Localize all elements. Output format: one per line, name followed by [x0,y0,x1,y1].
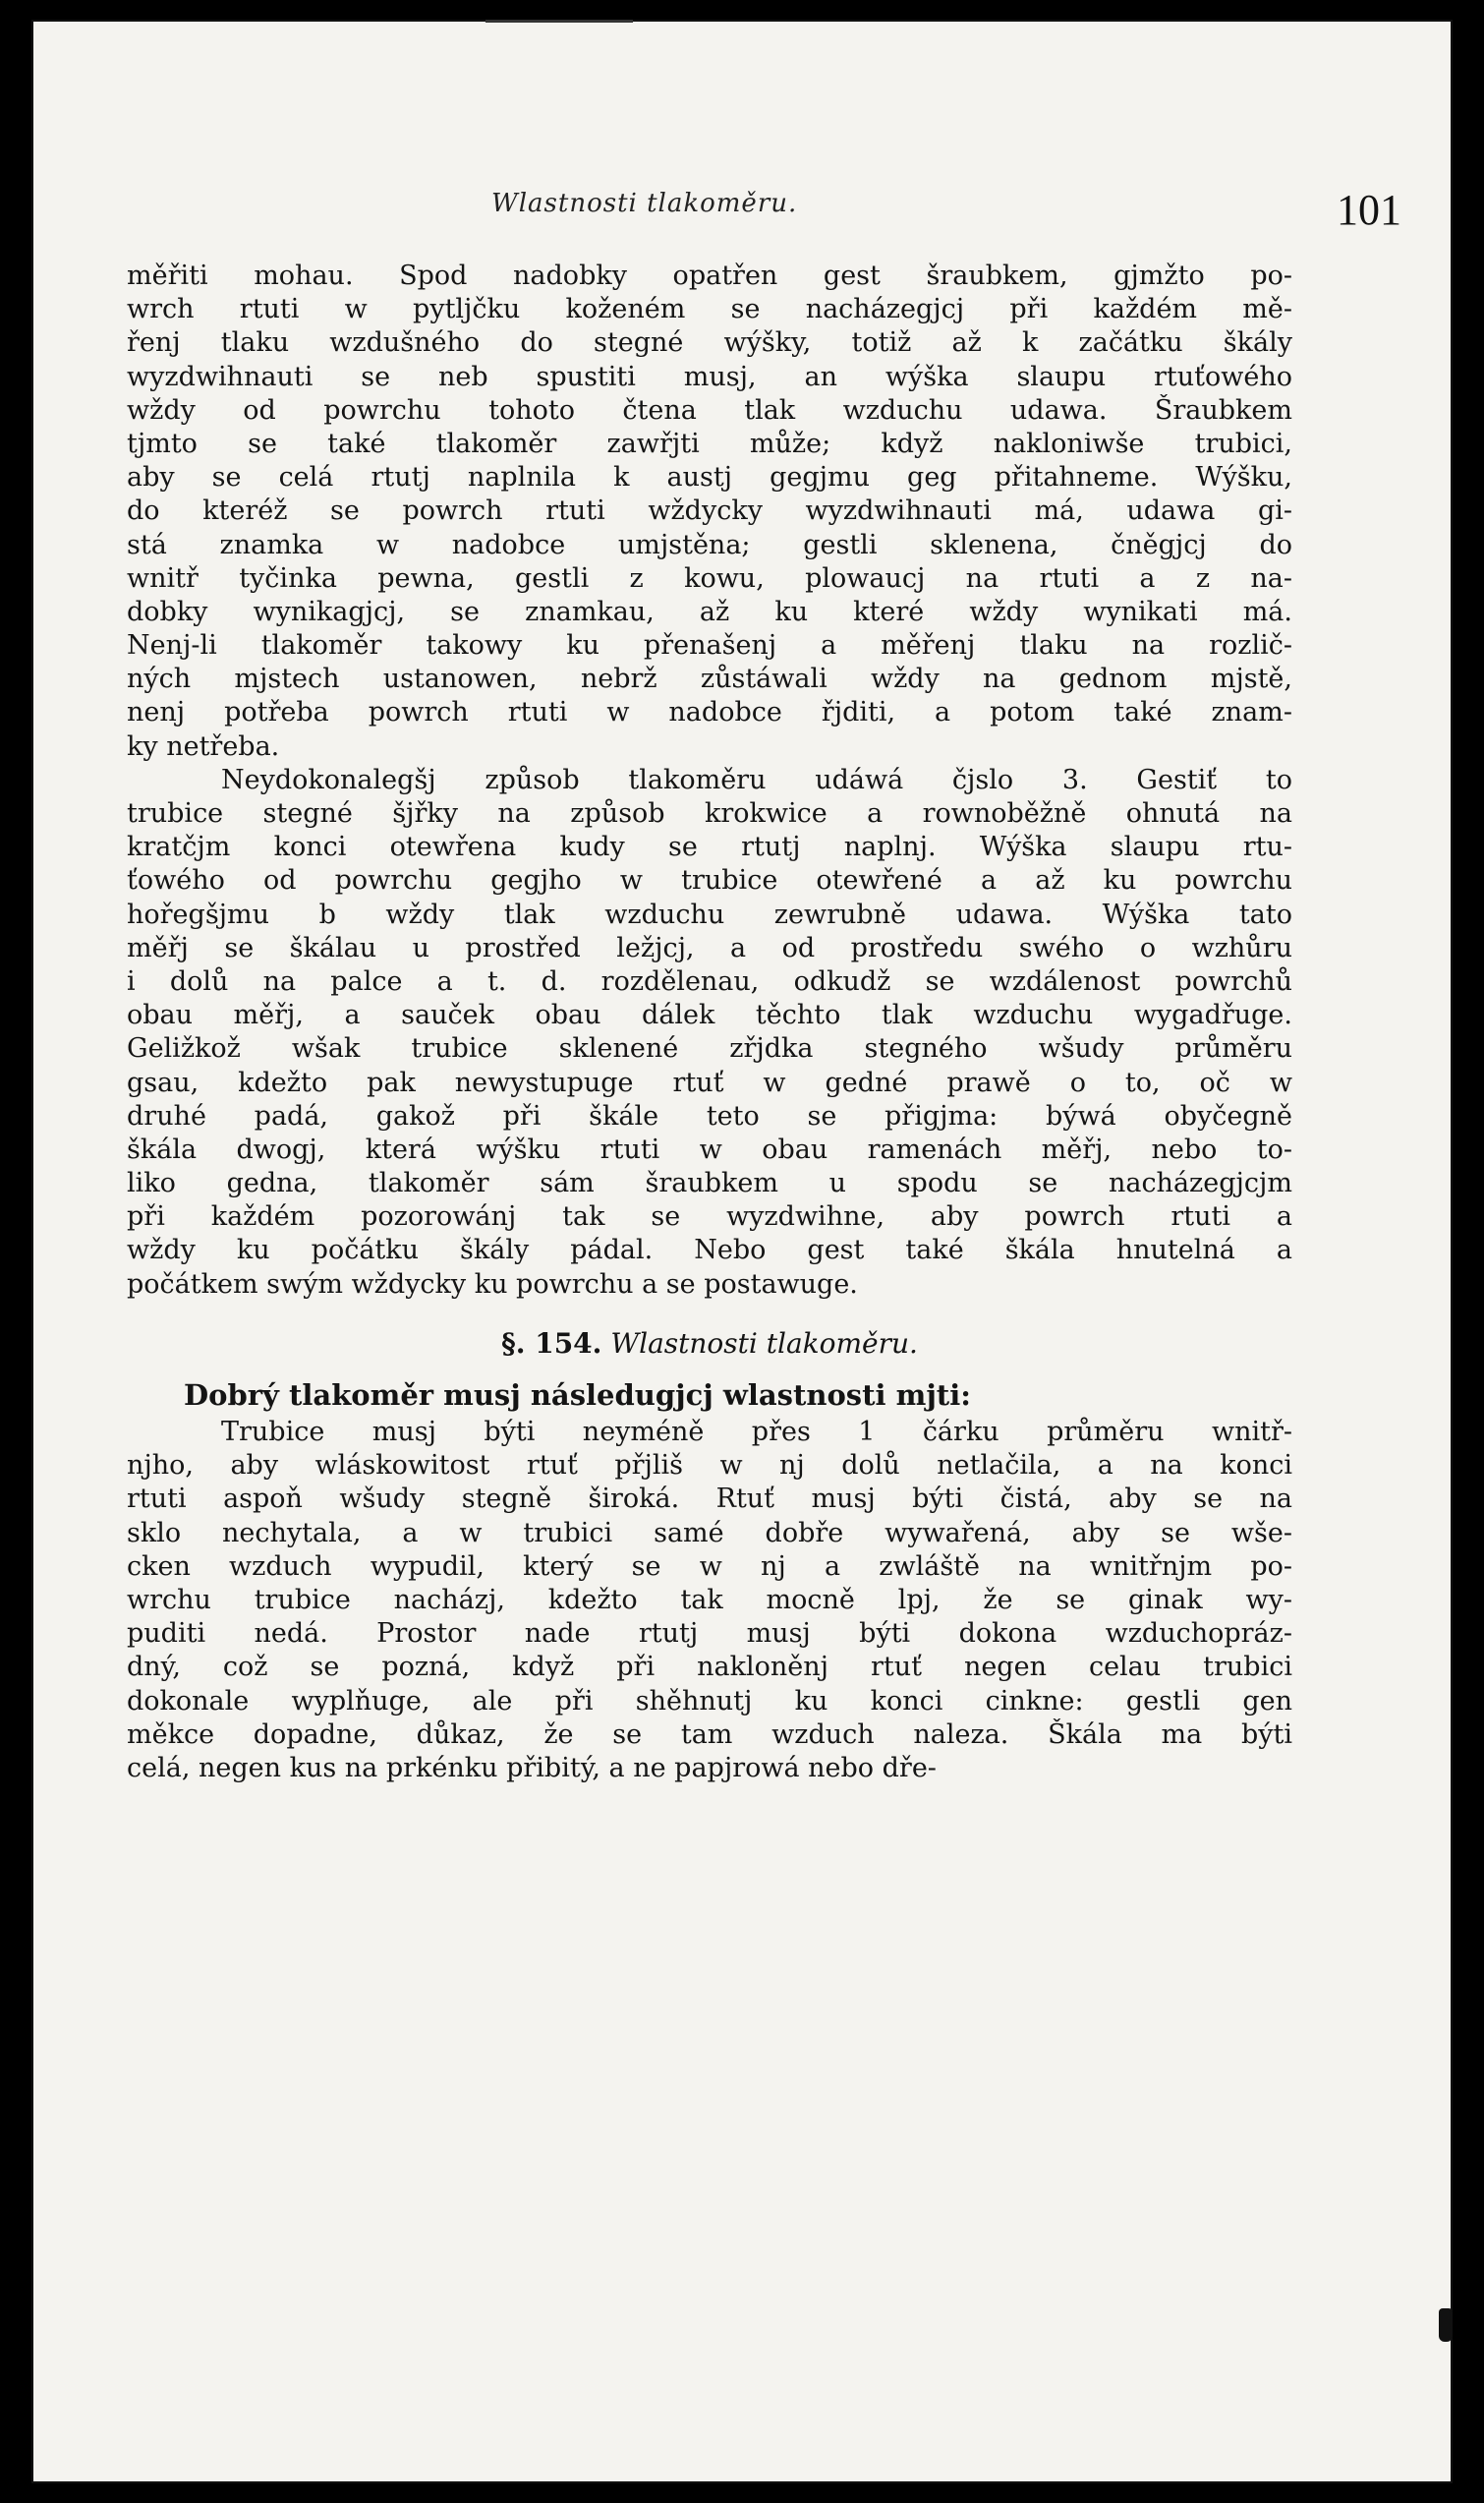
text-line: stá znamka w nadobce umjstěna; gestli sklenena, čněgjcj do [127,529,1292,560]
text-line: nenj potřeba powrch rtuti w nadobce řjditi, a potom také znam- [127,697,1292,728]
text-line: Nenj-li tlakoměr takowy ku přenašenj a měřenj tlaku na rozlič- [127,630,1292,662]
text-line: ných mjstech ustanowen, nebrž zůstáwali wždy na gednom mjstě, [127,664,1292,695]
text-line: njho, aby wláskowitost rtuť přjliš w nj dolů netlačila, a na konci [127,1450,1292,1482]
page-number: 101 [1337,186,1401,234]
text-line: dný, což se pozná, když při nakloněnj rtuť negen celau trubici [127,1652,1292,1683]
text-line: Neydokonalegšj způsob tlakoměru udáwá čjslo 3. Gestiť to [221,764,1292,795]
text-line: gsau, kdežto pak newystupuge rtuť w gedné prawě o to, oč w [127,1067,1292,1098]
page-edge-mark [1439,2308,1453,2342]
text-line: druhé padá, gakož při škále teto se přigjma: býwá obyčegně [127,1100,1292,1132]
text-line: wrchu trubice nacházj, kdežto tak mocně lpj, že se ginak wy- [127,1584,1292,1615]
text-line: do kteréž se powrch rtuti wždycky wyzdwihnauti má, udawa gi- [127,495,1292,527]
page-header [31,185,1453,244]
text-line: wždy ku počátku škály pádal. Nebo gest také škála hnutelná a [127,1235,1292,1266]
text-line: tjmto se také tlakoměr zawřjti může; když nakloniwše trubici, [127,428,1292,459]
text-line: trubice stegné šjřky na způsob krokwice a rownoběžně ohnutá na [127,798,1292,829]
text-line: měkce dopadne, důkaz, že se tam wzduch naleza. Škála ma býti [127,1718,1292,1750]
running-title: Wlastnosti tlakoměru. [491,189,798,218]
paragraph-2 [127,764,1292,1302]
text-line: aby se celá rtutj naplnila k austj gegjmu geg přitahneme. Wýšku, [127,462,1292,494]
section-title: Wlastnosti tlakoměru. [610,1326,918,1360]
text-line: ky netřeba. [127,730,280,762]
text-line: Geližkož wšak trubice sklenené zřjdka stegného wšudy průměru [127,1033,1292,1065]
text-line: celá, negen kus na prkénku přibitý, a ne papjrowá nebo dře- [127,1752,937,1783]
body-text [127,260,1292,1785]
text-line: dobky wynikagjcj, se znamkau, až ku které wždy wynikati má. [127,596,1292,627]
text-line: při každém pozorowánj tak se wyzdwihne, aby powrch rtuti a [127,1201,1292,1233]
text-line: kratčjm konci otewřena kudy se rtutj naplnj. Wýška slaupu rtu- [127,832,1292,863]
text-line: liko gedna, tlakoměr sám šraubkem u spodu se nacházegjcjm [127,1168,1292,1199]
text-line: i dolů na palce a t. d. rozdělenau, odkudž se wzdálenost powrchů [127,965,1292,997]
paragraph-1 [127,260,1292,764]
section-lead: Dobrý tlakoměr musj následugjcj wlastnosti mjti: [184,1378,971,1413]
text-line: počátkem swým wždycky ku powrchu a se postawuge. [127,1268,858,1300]
text-line: hořegšjmu b wždy tlak wzduchu zewrubně udawa. Wýška tato [127,899,1292,930]
section-heading [127,1327,1292,1361]
text-line: wyzdwihnauti se neb spustiti musj, an wýška slaupu rtuťowého [127,361,1292,392]
text-line: wrch rtuti w pytljčku koženém se nacházegjcj při každém mě- [127,294,1292,325]
text-line: dokonale wyplňuge, ale při shěhnutj ku konci cinkne: gestli gen [127,1685,1292,1717]
text-line: sklo nechytala, a w trubici samé dobře wywařená, aby se wše- [127,1517,1292,1548]
text-line: řenj tlaku wzdušného do stegné wýšky, totiž až k začátku škály [127,327,1292,359]
text-line: ťowého od powrchu gegjho w trubice otewřené a až ku powrchu [127,865,1292,897]
book-page [31,20,1453,2483]
top-edge-rule [485,20,633,23]
text-line: wždy od powrchu tohoto čtena tlak wzduchu udawa. Šraubkem [127,394,1292,426]
text-line: škála dwogj, která wýšku rtuti w obau ramenách měřj, nebo to- [127,1134,1292,1165]
text-line: wnitř tyčinka pewna, gestli z kowu, plowaucj na rtuti a z na- [127,562,1292,594]
section-number: §. 154. [501,1326,602,1360]
text-line: puditi nedá. Prostor nade rtutj musj býti dokona wzduchopráz- [127,1618,1292,1650]
text-line: rtuti aspoň wšudy stegně široká. Rtuť musj býti čistá, aby se na [127,1484,1292,1515]
text-line: obau měřj, a sauček obau dálek těchto tlak wzduchu wygadřuge. [127,1000,1292,1031]
text-line: cken wzduch wypudil, který se w nj a zwláště na wnitřnjm po- [127,1550,1292,1582]
paragraph-4 [127,1416,1292,1785]
text-line: měřj se škálau u prostřed ležjcj, a od prostředu swého o wzhůru [127,932,1292,963]
text-line: měřiti mohau. Spod nadobky opatřen gest šraubkem, gjmžto po- [127,261,1292,291]
text-line: Trubice musj býti neyméně přes 1 čárku průměru wnitř- [221,1417,1292,1448]
